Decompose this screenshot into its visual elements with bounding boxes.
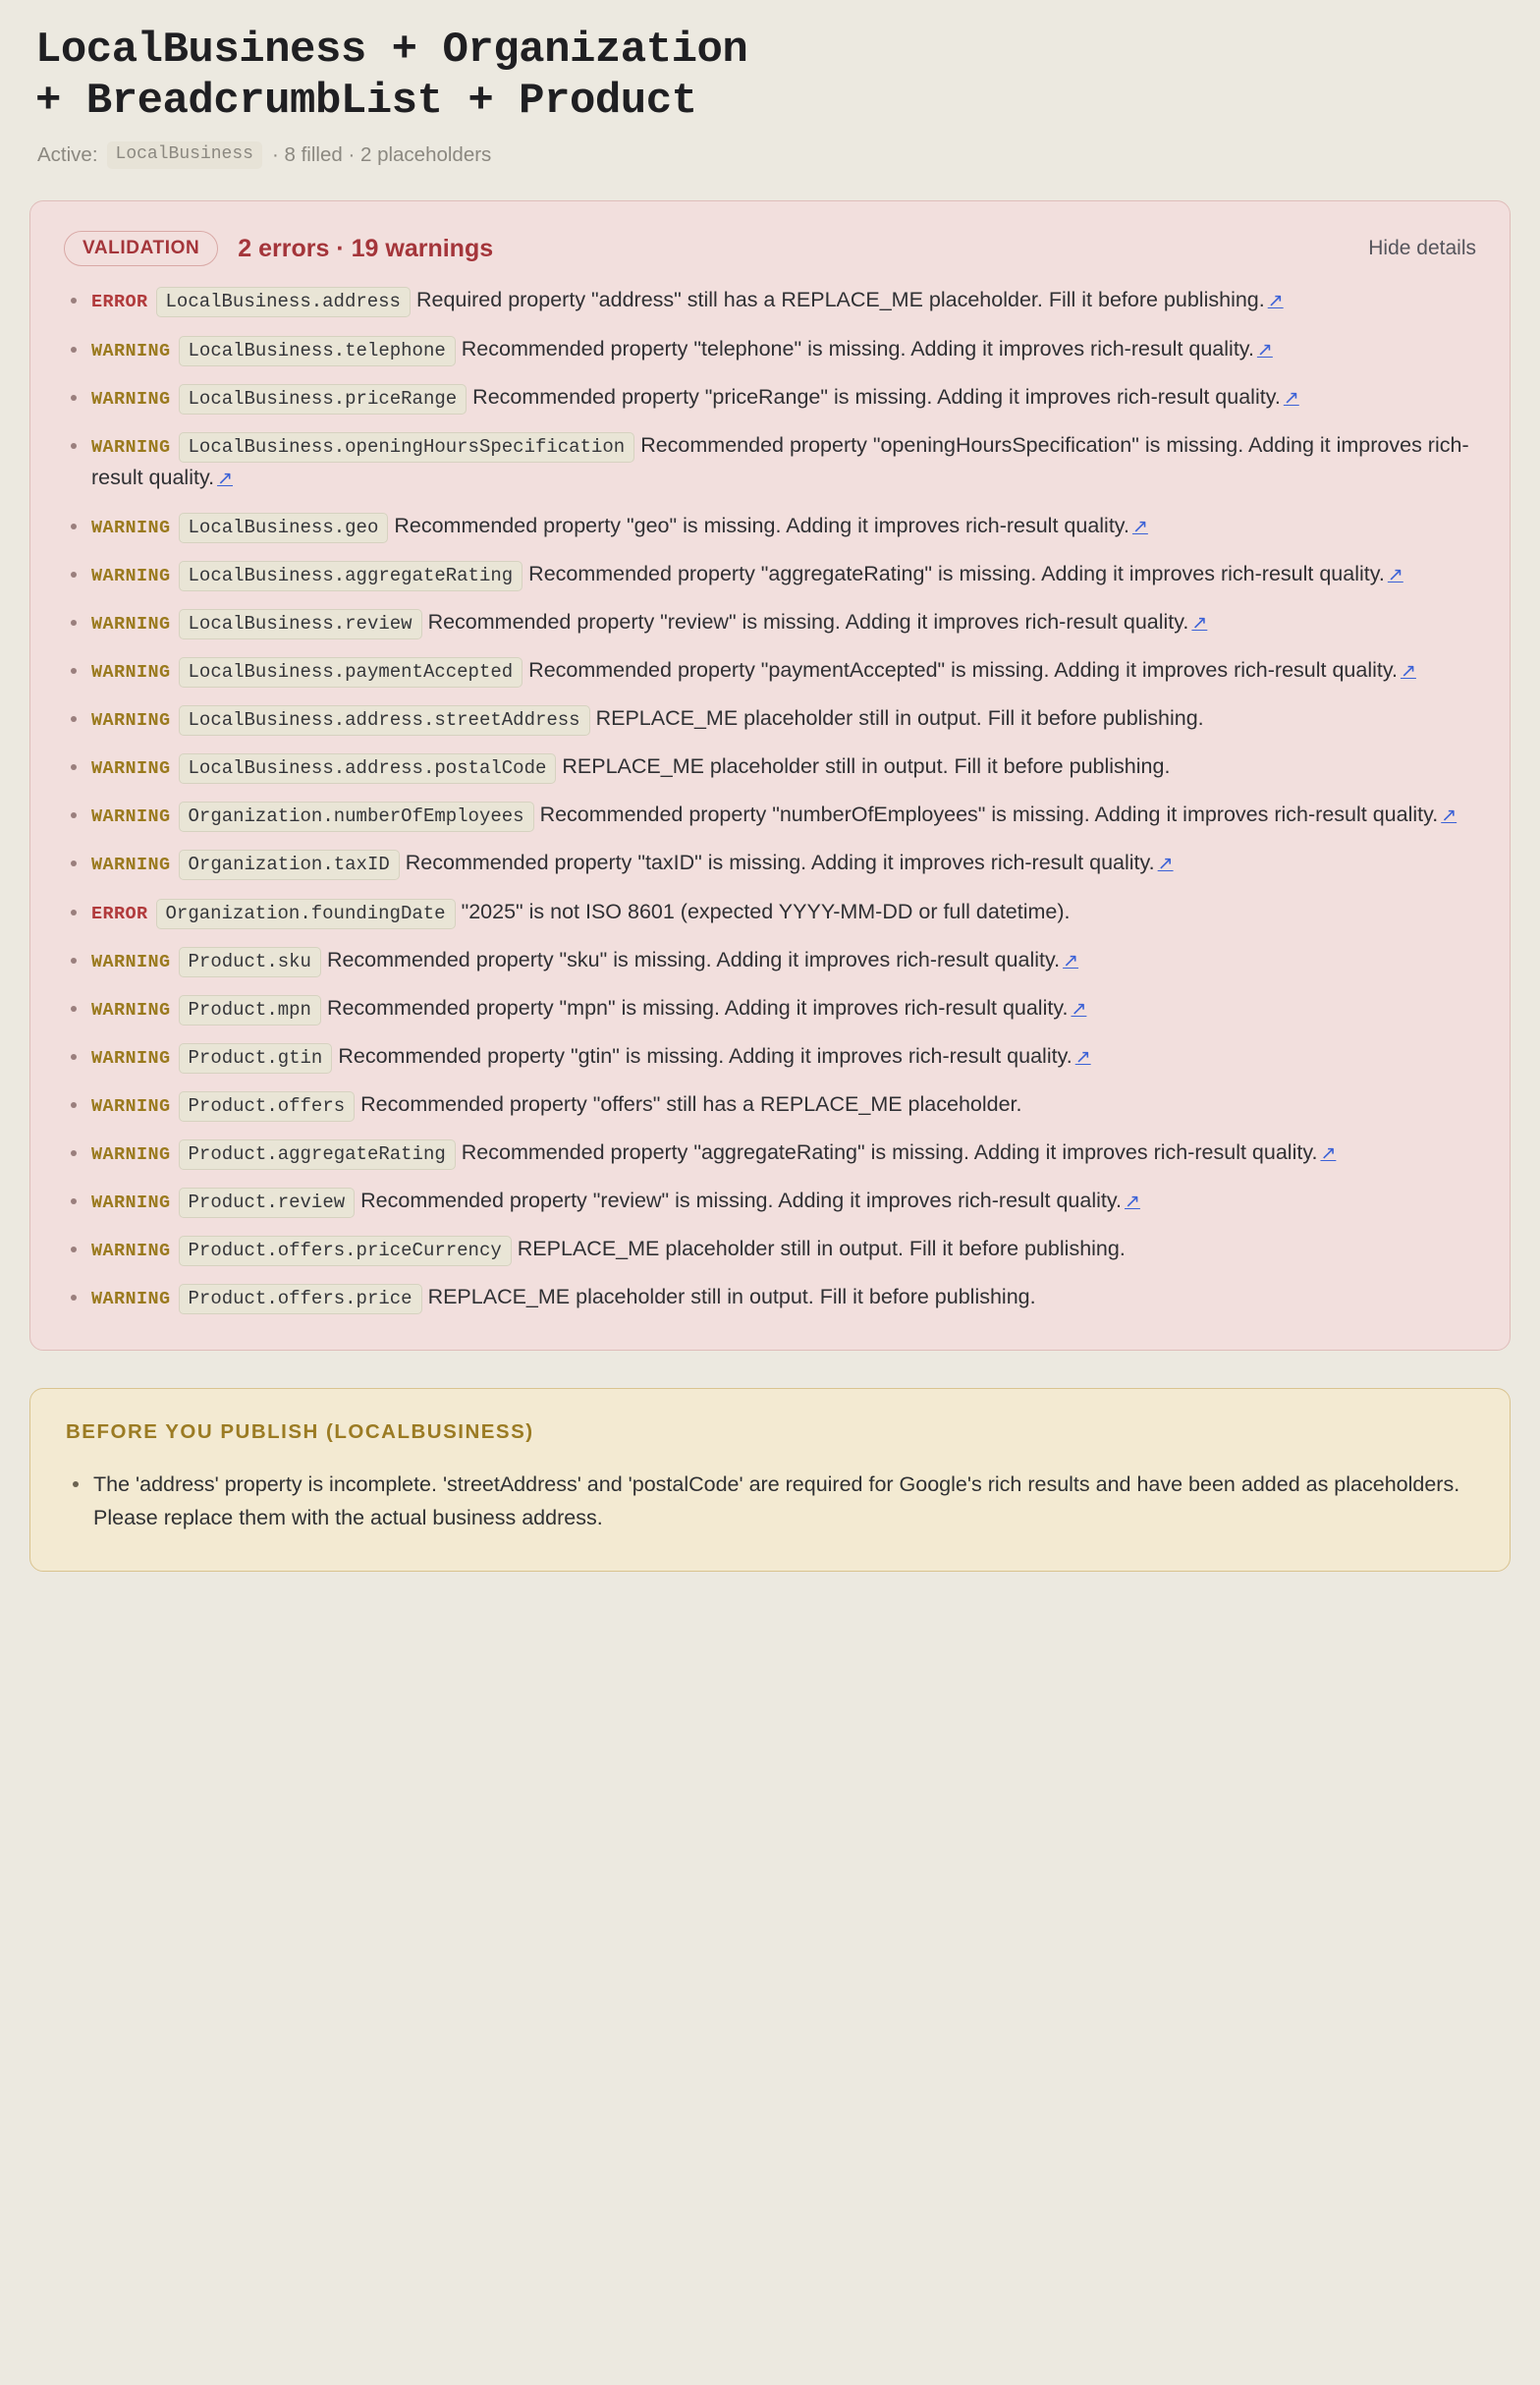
severity-label: WARNING bbox=[91, 1047, 171, 1069]
severity-label: WARNING bbox=[91, 710, 171, 732]
property-path-chip: LocalBusiness.telephone bbox=[179, 336, 456, 366]
property-path-chip: Product.gtin bbox=[179, 1043, 333, 1074]
issue-message: Recommended property "mpn" is missing. Adding it improves rich-result quality. bbox=[326, 995, 1069, 1020]
hide-details-toggle[interactable]: Hide details bbox=[1368, 237, 1476, 260]
before-you-publish-list bbox=[66, 1468, 1474, 1536]
validation-issue-item bbox=[64, 1233, 1476, 1265]
active-type-chip: LocalBusiness bbox=[107, 141, 262, 170]
issue-message: REPLACE_ME placeholder still in output. Fill it before publishing. bbox=[595, 706, 1204, 731]
validation-issue-item bbox=[64, 1281, 1476, 1313]
issue-message: Recommended property "openingHoursSpecification" is missing. Adding it improves rich-result quality. bbox=[91, 432, 1469, 489]
property-path-chip: Organization.taxID bbox=[179, 850, 400, 880]
issue-message: REPLACE_ME placeholder still in output. Fill it before publishing. bbox=[517, 1237, 1126, 1261]
validation-issue-item bbox=[64, 750, 1476, 783]
external-link-icon[interactable]: ↗ bbox=[1387, 564, 1403, 585]
validation-issue-item bbox=[64, 381, 1476, 414]
external-link-icon[interactable]: ↗ bbox=[1125, 1192, 1140, 1213]
property-path-chip: Product.aggregateRating bbox=[179, 1139, 456, 1170]
page-title-line-1: LocalBusiness + Organization bbox=[35, 26, 748, 75]
validation-issue-item bbox=[64, 558, 1476, 590]
severity-label: WARNING bbox=[91, 1289, 171, 1310]
external-link-icon[interactable]: ↗ bbox=[217, 468, 233, 489]
severity-label: WARNING bbox=[91, 951, 171, 972]
issue-message: Recommended property "paymentAccepted" is missing. Adding it improves rich-result quality. bbox=[528, 658, 1398, 683]
property-path-chip: Product.offers.priceCurrency bbox=[179, 1236, 512, 1266]
severity-label: WARNING bbox=[91, 613, 171, 635]
severity-label: WARNING bbox=[91, 806, 171, 828]
external-link-icon[interactable]: ↗ bbox=[1320, 1143, 1337, 1165]
validation-issue-item bbox=[64, 944, 1476, 976]
property-path-chip: LocalBusiness.address bbox=[156, 287, 411, 317]
validation-header bbox=[64, 231, 1476, 266]
validation-issue-item bbox=[64, 702, 1476, 735]
issue-message: Recommended property "offers" still has a REPLACE_ME placeholder. bbox=[360, 1092, 1022, 1117]
severity-label: WARNING bbox=[91, 855, 171, 876]
property-path-chip: LocalBusiness.address.streetAddress bbox=[179, 705, 590, 736]
external-link-icon[interactable]: ↗ bbox=[1267, 291, 1284, 312]
page-title bbox=[35, 26, 880, 128]
severity-label: WARNING bbox=[91, 436, 171, 458]
severity-label: WARNING bbox=[91, 517, 171, 538]
validation-summary: 2 errors · 19 warnings bbox=[238, 234, 494, 262]
severity-label: ERROR bbox=[91, 292, 148, 313]
active-label: Active: bbox=[37, 143, 98, 167]
validation-issue-item bbox=[64, 847, 1476, 879]
validation-issue-item bbox=[64, 510, 1476, 542]
issue-message: Required property "address" still has a REPLACE_ME placeholder. Fill it before publishing. bbox=[415, 288, 1265, 312]
issue-message: "2025" is not ISO 8601 (expected YYYY-MM-DD or full datetime). bbox=[461, 899, 1071, 923]
severity-label: WARNING bbox=[91, 758, 171, 780]
severity-label: ERROR bbox=[91, 903, 148, 924]
publish-note-item: The 'address' property is incomplete. 'streetAddress' and 'postalCode' are required for Google's rich results and have been added as placeholders. Please replace them with the actual business address. bbox=[66, 1468, 1474, 1536]
severity-label: WARNING bbox=[91, 662, 171, 684]
external-link-icon[interactable]: ↗ bbox=[1074, 1046, 1091, 1068]
property-path-chip: Product.mpn bbox=[179, 995, 321, 1026]
severity-label: WARNING bbox=[91, 388, 171, 410]
property-path-chip: LocalBusiness.paymentAccepted bbox=[179, 657, 523, 688]
issue-message: Recommended property "review" is missing. Adding it improves rich-result quality. bbox=[427, 609, 1189, 634]
property-path-chip: Product.offers bbox=[179, 1091, 356, 1122]
external-link-icon[interactable]: ↗ bbox=[1071, 998, 1087, 1020]
external-link-icon[interactable]: ↗ bbox=[1283, 387, 1299, 409]
validation-issue-item bbox=[64, 896, 1476, 928]
property-path-chip: Product.offers.price bbox=[179, 1284, 422, 1314]
property-path-chip: LocalBusiness.review bbox=[179, 609, 422, 639]
validation-issue-item bbox=[64, 799, 1476, 831]
property-path-chip: Organization.numberOfEmployees bbox=[179, 802, 534, 832]
validation-issue-item bbox=[64, 1088, 1476, 1121]
validation-panel bbox=[29, 200, 1511, 1350]
validation-issue-item bbox=[64, 1185, 1476, 1217]
issue-message: Recommended property "gtin" is missing. Adding it improves rich-result quality. bbox=[338, 1043, 1072, 1068]
validation-issue-item bbox=[64, 333, 1476, 365]
validation-issue-item bbox=[64, 1040, 1476, 1073]
fill-stats: · 8 filled · 2 placeholders bbox=[271, 143, 492, 167]
issue-message: Recommended property "telephone" is missing. Adding it improves rich-result quality. bbox=[461, 336, 1254, 361]
validation-issue-list bbox=[64, 284, 1476, 1313]
external-link-icon[interactable]: ↗ bbox=[1063, 950, 1079, 971]
issue-message: Recommended property "geo" is missing. Adding it improves rich-result quality. bbox=[394, 513, 1129, 537]
issue-message: REPLACE_ME placeholder still in output. Fill it before publishing. bbox=[562, 754, 1171, 779]
severity-label: WARNING bbox=[91, 999, 171, 1021]
validation-issue-item bbox=[64, 992, 1476, 1025]
validation-issue-item bbox=[64, 654, 1476, 687]
severity-label: WARNING bbox=[91, 1192, 171, 1214]
severity-label: WARNING bbox=[91, 1144, 171, 1166]
property-path-chip: Organization.foundingDate bbox=[156, 899, 456, 929]
property-path-chip: Product.sku bbox=[179, 947, 321, 977]
property-path-chip: LocalBusiness.aggregateRating bbox=[179, 561, 523, 591]
severity-label: WARNING bbox=[91, 1096, 171, 1118]
issue-message: Recommended property "numberOfEmployees" is missing. Adding it improves rich-result quality. bbox=[539, 803, 1439, 827]
property-path-chip: LocalBusiness.address.postalCode bbox=[179, 753, 557, 784]
property-path-chip: Product.review bbox=[179, 1188, 356, 1218]
before-you-publish-panel bbox=[29, 1388, 1511, 1573]
issue-message: REPLACE_ME placeholder still in output. Fill it before publishing. bbox=[427, 1285, 1036, 1309]
property-path-chip: LocalBusiness.priceRange bbox=[179, 384, 468, 415]
property-path-chip: LocalBusiness.openingHoursSpecification bbox=[179, 432, 635, 463]
issue-message: Recommended property "aggregateRating" is missing. Adding it improves rich-result quality. bbox=[461, 1140, 1318, 1165]
issue-message: Recommended property "sku" is missing. Adding it improves rich-result quality. bbox=[326, 947, 1061, 971]
page-title-line-2: + BreadcrumbList + Product bbox=[35, 76, 697, 126]
severity-label: WARNING bbox=[91, 340, 171, 361]
external-link-icon[interactable]: ↗ bbox=[1131, 516, 1148, 537]
validation-issue-item bbox=[64, 1137, 1476, 1169]
external-link-icon[interactable]: ↗ bbox=[1157, 854, 1174, 875]
validation-issue-item bbox=[64, 284, 1476, 316]
before-you-publish-title: BEFORE YOU PUBLISH (LOCALBUSINESS) bbox=[66, 1419, 534, 1443]
issue-message: Recommended property "taxID" is missing. Adding it improves rich-result quality. bbox=[405, 851, 1155, 875]
validation-issue-item bbox=[64, 606, 1476, 638]
severity-label: WARNING bbox=[91, 1241, 171, 1262]
property-path-chip: LocalBusiness.geo bbox=[179, 513, 389, 543]
active-type-subtitle bbox=[37, 141, 1511, 170]
issue-message: Recommended property "review" is missing. Adding it improves rich-result quality. bbox=[360, 1189, 1122, 1213]
validation-issue-item bbox=[64, 429, 1476, 494]
external-link-icon[interactable]: ↗ bbox=[1400, 661, 1416, 683]
external-link-icon[interactable]: ↗ bbox=[1256, 339, 1273, 361]
issue-message: Recommended property "aggregateRating" is missing. Adding it improves rich-result quality. bbox=[528, 561, 1385, 585]
external-link-icon[interactable]: ↗ bbox=[1441, 805, 1458, 827]
external-link-icon[interactable]: ↗ bbox=[1191, 612, 1208, 634]
issue-message: Recommended property "priceRange" is missing. Adding it improves rich-result quality. bbox=[472, 384, 1281, 409]
severity-label: WARNING bbox=[91, 565, 171, 586]
validation-badge: VALIDATION bbox=[64, 231, 218, 266]
